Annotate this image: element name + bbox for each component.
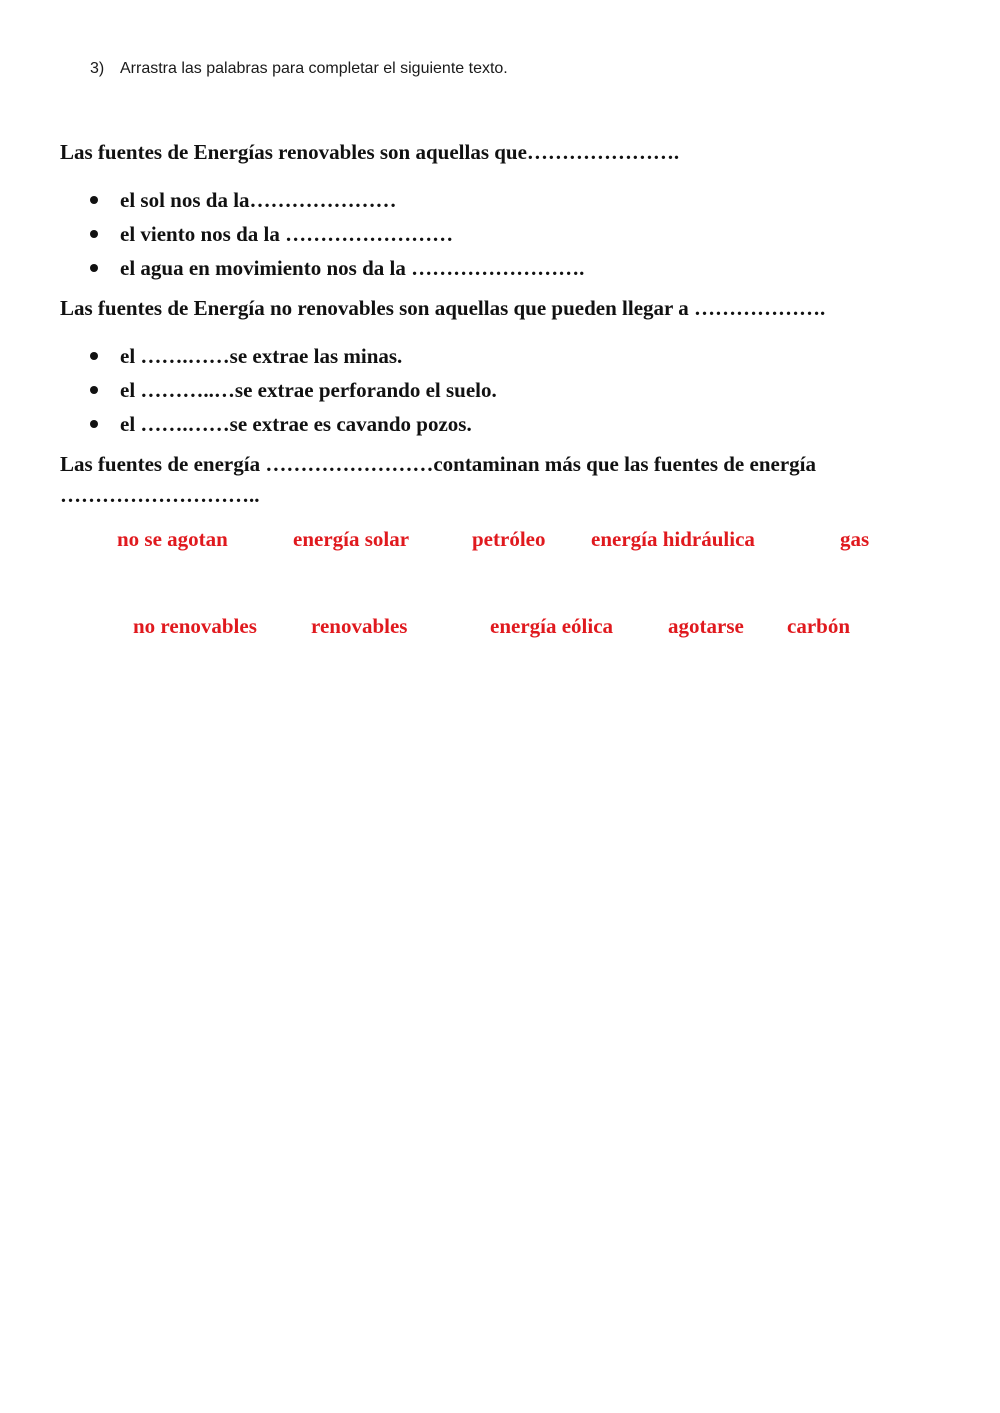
bullet-icon [90,264,98,272]
pollution-sentence-blank: ……………………….. [60,483,260,507]
word-chip[interactable]: carbón [787,614,850,638]
word-chip[interactable]: no se agotan [117,527,228,551]
bullet-icon [90,196,98,204]
renewable-item-wind: el viento nos da la …………………… [120,222,454,246]
list-item [90,255,584,289]
bullet-icon [90,352,98,360]
bullet-icon [90,386,98,394]
nonrenewable-item-mines: el …….……se extrae las minas. [120,344,403,368]
nonrenewable-intro: Las fuentes de Energía no renovables son aquellas que pueden llegar a ………………. [60,296,826,320]
bullet-icon [90,230,98,238]
pollution-sentence: Las fuentes de energía ……………………contaminan más que las fuentes de energía [60,452,816,476]
nonrenewable-list [90,343,497,445]
list-item [90,411,497,445]
word-chip[interactable]: renovables [311,614,408,638]
nonrenewable-item-drilling: el ………..…se extrae perforando el suelo. [120,378,497,402]
renewable-intro: Las fuentes de Energías renovables son aquellas que…………………. [60,140,680,164]
list-item [90,343,497,377]
instruction-text: Arrastra las palabras para completar el siguiente texto. [120,60,508,77]
word-chip[interactable]: energía solar [293,527,410,551]
word-chip[interactable]: energía hidráulica [591,527,755,551]
list-item [90,377,497,411]
word-chip[interactable]: no renovables [133,614,257,638]
renewable-item-water: el agua en movimiento nos da la ……………………. [120,256,585,280]
word-chip[interactable]: energía eólica [490,614,614,638]
renewable-list [90,187,584,289]
word-chip[interactable]: gas [840,527,870,551]
list-item [90,221,584,255]
nonrenewable-item-wells: el …….……se extrae es cavando pozos. [120,412,472,436]
instruction [90,60,508,78]
bullet-icon [90,420,98,428]
word-chip[interactable]: agotarse [668,614,744,638]
instruction-number: 3) [90,60,105,77]
list-item [90,187,584,221]
word-chip[interactable]: petróleo [472,527,546,551]
renewable-item-sun: el sol nos da la………………… [120,188,397,212]
